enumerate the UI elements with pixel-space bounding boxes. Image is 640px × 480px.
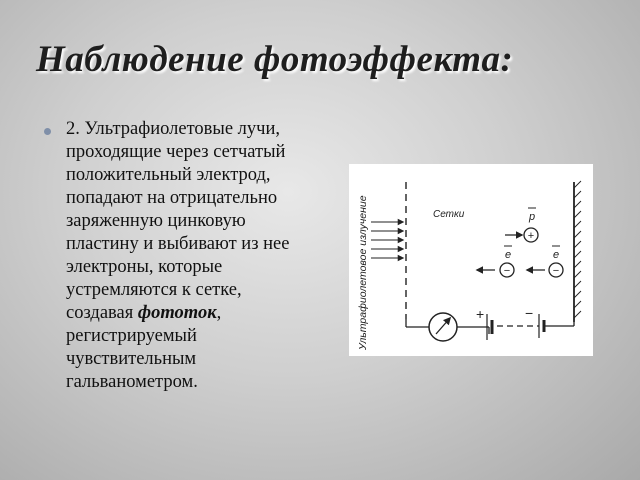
slide-title: Наблюдение фотоэффекта: (36, 39, 514, 80)
uv-ray-arrows (371, 222, 403, 258)
text-line: проходящие через сетчатый (66, 142, 286, 162)
text-line: 2. Ультрафиолетовые лучи, (66, 119, 280, 139)
electron-particle (527, 246, 563, 277)
uv-radiation-label: Ультрафиолетовое излучение (357, 195, 369, 350)
text-line: гальванометром. (66, 372, 198, 392)
text-segment: , (216, 303, 222, 323)
circuit-wires (406, 319, 574, 334)
galvanometer (429, 313, 457, 341)
power-source (487, 314, 544, 340)
minus-terminal: − (525, 305, 534, 321)
text-line: электроны, которые (66, 257, 223, 277)
photocurrent-term: фототок (137, 303, 217, 323)
body-paragraph (66, 118, 338, 394)
grid-label: Сетки (433, 209, 465, 220)
photoeffect-diagram (349, 164, 593, 356)
bullet-dot (44, 128, 51, 135)
electron-sign: − (503, 265, 511, 277)
proton-particle (505, 208, 538, 242)
text-line: положительный электрод, (66, 165, 271, 185)
zinc-plate (574, 181, 581, 322)
text-segment: создавая (66, 303, 138, 323)
text-line: попадают на отрицательно (66, 188, 278, 208)
text-line: заряженную цинковую (66, 211, 246, 231)
proton-sign: + (527, 230, 535, 242)
text-line: чувствительным (66, 349, 197, 369)
proton-symbol: p (529, 211, 536, 223)
text-line: пластину и выбивают из нее (66, 234, 290, 254)
plus-terminal: + (476, 306, 485, 322)
electron-symbol: e (553, 249, 560, 261)
text-line: регистрируемый (66, 326, 197, 346)
text-line: устремляются к сетке, (66, 280, 242, 300)
electron-symbol: e (505, 249, 512, 261)
text-line-emphasis (66, 302, 338, 325)
electron-particle (477, 246, 514, 277)
electron-sign: − (552, 265, 560, 277)
diagram-svg (349, 164, 593, 356)
